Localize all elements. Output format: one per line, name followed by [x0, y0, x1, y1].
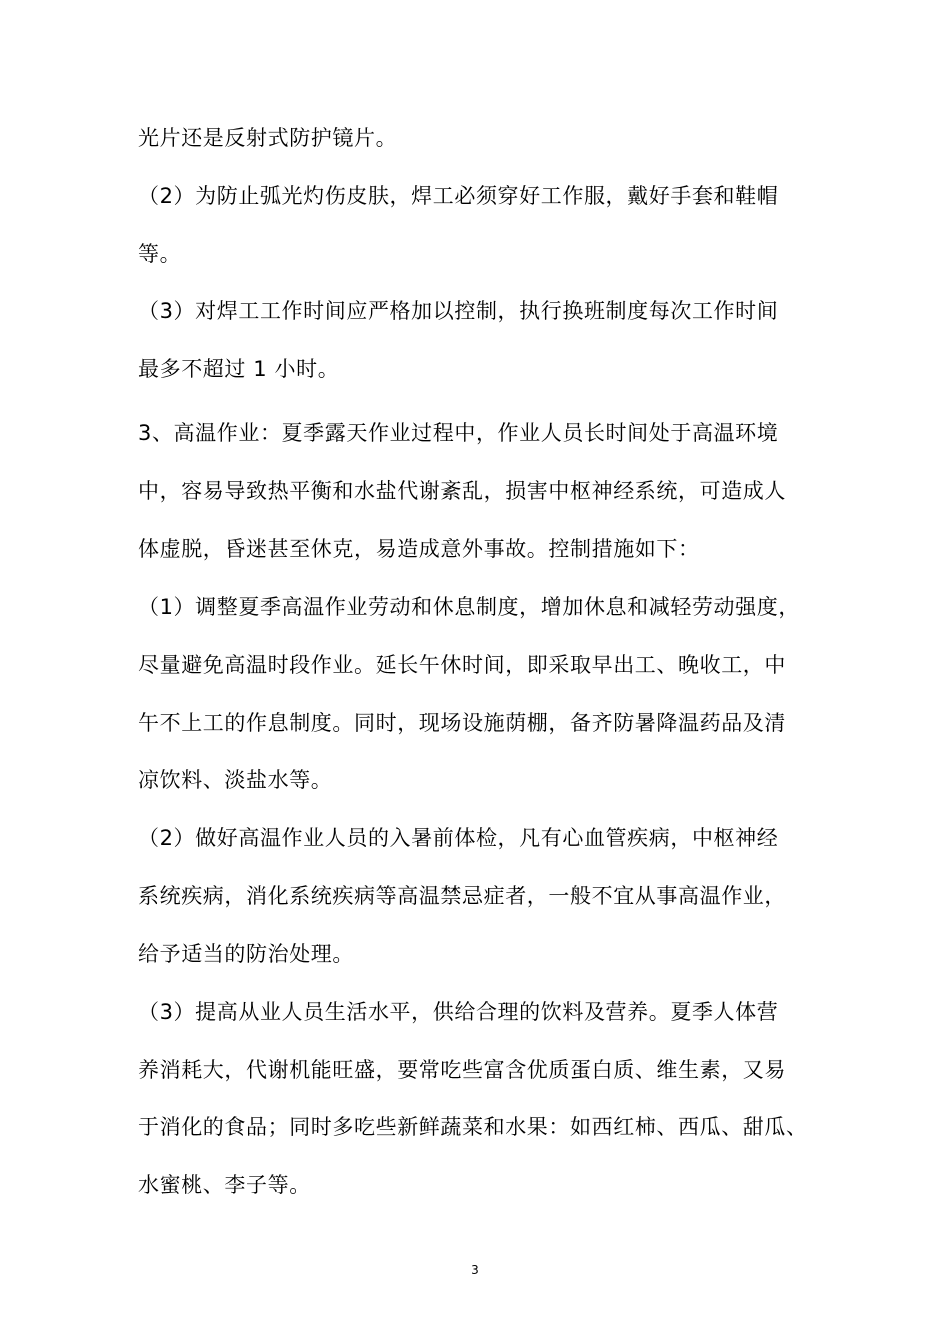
- text-line: （2）为防止弧光灼伤皮肤，焊工必须穿好工作服，戴好手套和鞋帽: [138, 184, 779, 208]
- text-line: 体虚脱，昏迷甚至休克，易造成意外事故。控制措施如下：: [138, 537, 700, 561]
- text-line: 最多不超过 1 小时。: [138, 357, 340, 381]
- text-line: （3）对焊工工作时间应严格加以控制，执行换班制度每次工作时间: [138, 299, 779, 323]
- text-line: （2）做好高温作业人员的入暑前体检，凡有心血管疾病，中枢神经: [138, 826, 779, 850]
- text-line: 3、高温作业：夏季露天作业过程中，作业人员长时间处于高温环境: [138, 421, 779, 445]
- text-line: （3）提高从业人员生活水平，供给合理的饮料及营养。夏季人体营: [138, 1000, 779, 1024]
- text-line: 系统疾病，消化系统疾病等高温禁忌症者，一般不宜从事高温作业，: [138, 884, 786, 908]
- text-line: （1）调整夏季高温作业劳动和休息制度，增加休息和减轻劳动强度，: [138, 595, 800, 619]
- text-line: 凉饮料、淡盐水等。: [138, 768, 333, 792]
- text-line: 给予适当的防治处理。: [138, 942, 354, 966]
- text-line: 水蜜桃、李子等。: [138, 1173, 311, 1197]
- text-line: 中，容易导致热平衡和水盐代谢紊乱，损害中枢神经系统，可造成人: [138, 479, 786, 503]
- text-line: 于消化的食品；同时多吃些新鲜蔬菜和水果：如西红柿、西瓜、甜瓜、: [138, 1115, 808, 1139]
- text-line: 等。: [138, 242, 182, 266]
- page-number: 3: [471, 1263, 479, 1277]
- text-line: 午不上工的作息制度。同时，现场设施荫棚，备齐防暑降温药品及清: [138, 711, 786, 735]
- text-line: 光片还是反射式防护镜片。: [138, 126, 398, 150]
- text-line: 尽量避免高温时段作业。延长午休时间，即采取早出工、晚收工，中: [138, 653, 786, 677]
- text-line: 养消耗大，代谢机能旺盛，要常吃些富含优质蛋白质、维生素，又易: [138, 1058, 786, 1082]
